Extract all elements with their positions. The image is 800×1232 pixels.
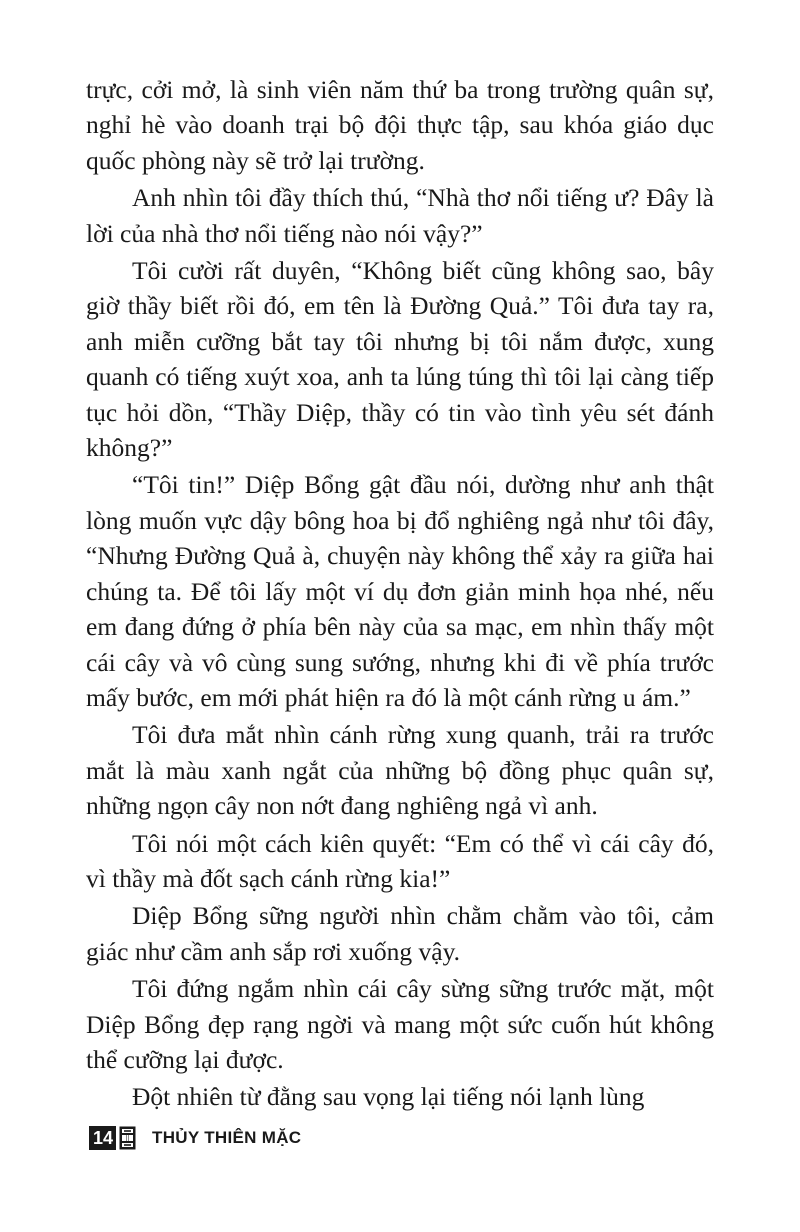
paragraph-6: Tôi nói một cách kiên quyết: “Em có thể vì cái cây đó, vì thầy mà đốt sạch cánh rừng kia!”: [86, 828, 714, 893]
paragraph-2: Anh nhìn tôi đầy thích thú, “Nhà thơ nổi tiếng ư? Đây là lời của nhà thơ nổi tiếng nào nói vậy?”: [86, 183, 714, 248]
paragraph-9: Đột nhiên từ đằng sau vọng lại tiếng nói lạnh lùng: [132, 1082, 645, 1112]
book-title: THỦY THIÊN MẶC: [152, 1128, 302, 1147]
paragraph-4: “Tôi tin!” Diệp Bổng gật đầu nói, dường như anh thật lòng muốn vực dậy bông hoa bị đổ nghiêng ngả như tôi đây, “Nhưng Đường Quả à, chuyện này không thể xảy ra giữa hai chúng ta. Để tôi lấy một ví dụ đơn giản minh họa nhé, nếu em đang đứng ở phía bên này của sa mạc, em nhìn thấy một cái cây và vô cùng sung sướng, nhưng khi đi về phía trước mấy bước, em mới phát hiện ra đó là một cánh rừng u ám.”: [86, 470, 714, 712]
paragraph-3: Tôi cười rất duyên, “Không biết cũng không sao, bây giờ thầy biết rồi đó, em tên là Đường Quả.” Tôi đưa tay ra, anh miễn cưỡng bắt tay tôi nhưng bị tôi nắm được, xung quanh có tiếng xuýt xoa, anh ta lúng túng thì tôi lại càng tiếp tục hỏi dồn, “Thầy Diệp, thầy có tin vào tình yêu sét đánh không?”: [86, 256, 714, 463]
paragraph-5: Tôi đưa mắt nhìn cánh rừng xung quanh, trải ra trước mắt là màu xanh ngắt của những bộ đồng phục quân sự, những ngọn cây non nớt đang nghiêng ngả vì anh.: [86, 720, 714, 821]
body-text: [86, 72, 714, 1117]
page-number: 14: [89, 1126, 116, 1150]
chinese-seal-ornament-icon: [119, 1126, 136, 1150]
paragraph-8: Tôi đứng ngắm nhìn cái cây sừng sững trước mặt, một Diệp Bổng đẹp rạng ngời và mang một sức cuốn hút không thể cưỡng lại được.: [86, 974, 714, 1074]
paragraph-7: Diệp Bổng sững người nhìn chằm chằm vào tôi, cảm giác như cầm anh sắp rơi xuống vậy.: [86, 901, 714, 966]
paragraph-1: trực, cởi mở, là sinh viên năm thứ ba trong trường quân sự, nghỉ hè vào doanh trại bộ đội thực tập, sau khóa giáo dục quốc phòng này sẽ trở lại trường.: [86, 75, 714, 175]
page-footer: [89, 1124, 301, 1152]
